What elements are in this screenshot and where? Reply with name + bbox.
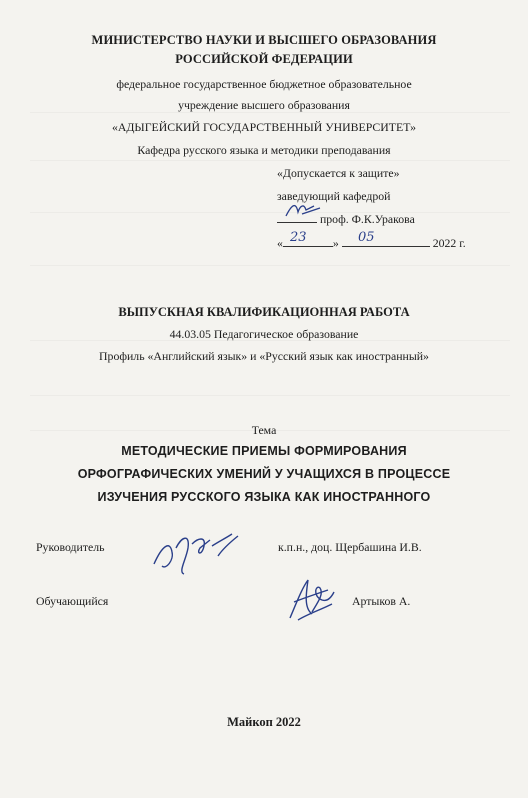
university-name: «АДЫГЕЙСКИЙ ГОСУДАРСТВЕННЫЙ УНИВЕРСИТЕТ» — [111, 120, 417, 134]
supervisor-label: Руководитель — [36, 540, 105, 554]
city-year: Майкоп 2022 — [227, 715, 301, 729]
institution-line-2: учреждение высшего образования — [178, 98, 350, 112]
theme-line-2: ОРФОГРАФИЧЕСКИХ УМЕНИЙ У УЧАЩИХСЯ В ПРОЦЕССЕ — [77, 467, 451, 481]
supervisor-signature — [148, 526, 248, 580]
theme-label: Тема — [251, 423, 277, 437]
department-name: Кафедра русского языка и методики преподавания — [137, 143, 391, 157]
ministry-line-1: МИНИСТЕРСТВО НАУКИ И ВЫСШЕГО ОБРАЗОВАНИЯ — [91, 33, 437, 47]
program-code: 44.03.05 Педагогическое образование — [169, 327, 359, 341]
head-of-department-role: заведующий кафедрой — [277, 189, 391, 203]
theme-line-3: ИЗУЧЕНИЯ РУССКОГО ЯЗЫКА КАК ИНОСТРАННОГО — [97, 490, 431, 504]
head-signature-mark — [284, 200, 322, 220]
quote-close: » — [332, 236, 339, 250]
work-type: ВЫПУСКНАЯ КВАЛИФИКАЦИОННАЯ РАБОТА — [118, 305, 410, 319]
date-year: 2022 г. — [432, 236, 466, 250]
institution-line-1: федеральное государственное бюджетное образовательное — [116, 77, 412, 91]
date-month-handwritten: 05 — [358, 230, 375, 245]
ministry-line-2: РОССИЙСКОЙ ФЕДЕРАЦИИ — [175, 52, 353, 66]
date-month-field — [342, 246, 430, 247]
quote-open: « — [277, 236, 283, 250]
admit-to-defense: «Допускается к защите» — [277, 166, 400, 180]
student-signature — [282, 574, 342, 626]
bleed-line — [30, 395, 510, 396]
supervisor-name: к.п.н., доц. Щербашина И.В. — [278, 540, 422, 554]
theme-line-1: МЕТОДИЧЕСКИЕ ПРИЕМЫ ФОРМИРОВАНИЯ — [121, 444, 407, 458]
date-day-field — [283, 246, 333, 247]
bleed-line — [30, 265, 510, 266]
program-profile: Профиль «Английский язык» и «Русский язык как иностранный» — [99, 349, 429, 363]
bleed-line — [30, 212, 510, 213]
bleed-line — [30, 160, 510, 161]
student-label: Обучающийся — [36, 594, 109, 608]
student-name: Артыков А. — [352, 594, 411, 608]
date-day-handwritten: 23 — [290, 230, 307, 245]
signature-field — [277, 222, 317, 223]
head-name: проф. Ф.К.Уракова — [319, 212, 415, 226]
